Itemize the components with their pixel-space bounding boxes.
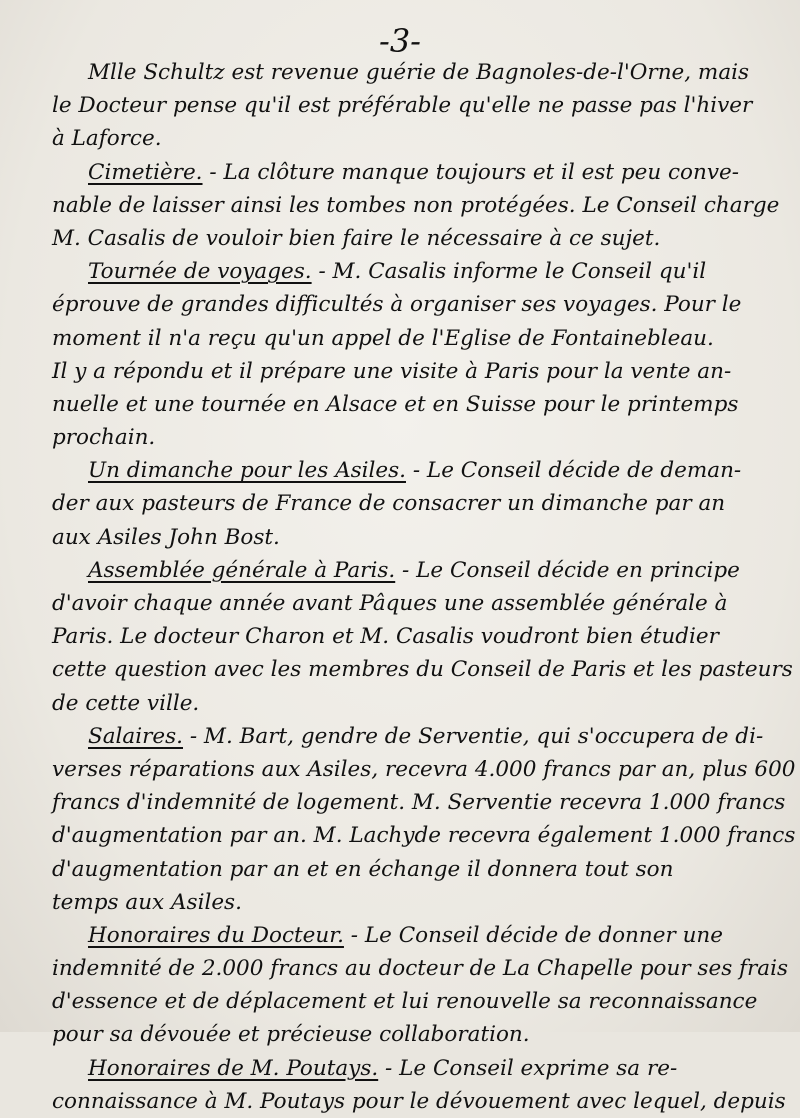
paragraph-assemblee <box>52 554 793 720</box>
text-line <box>52 919 772 952</box>
line-text: pour sa dévouée et précieuse collaboration. <box>52 1022 530 1048</box>
line-text: le Docteur pense qu'il est préférable qu'elle ne passe pas l'hiver <box>52 93 753 119</box>
text-line <box>52 454 772 487</box>
text-line <box>52 952 789 985</box>
text-line <box>52 255 772 288</box>
line-text: connaissance à M. Poutays pour le dévouement avec lequel, depuis <box>52 1088 786 1114</box>
text-line <box>52 753 796 786</box>
paragraph-cimetiere <box>52 156 780 256</box>
text-line <box>52 122 772 155</box>
line-text: d'augmentation par an et en échange il donnera tout son <box>52 856 674 882</box>
line-text: Paris. Le docteur Charon et M. Casalis voudront bien étudier <box>52 624 719 650</box>
text-line <box>52 156 772 189</box>
text-line <box>52 388 772 421</box>
line-text: - M. Casalis informe le Conseil qu'il <box>311 259 707 285</box>
section-heading: Honoraires de M. Poutays. <box>88 1055 379 1081</box>
text-line <box>52 288 772 321</box>
section-heading: Honoraires du Docteur. <box>88 922 344 948</box>
section-heading: Salaires. <box>88 723 183 749</box>
line-text: d'augmentation par an. M. Lachyde recevra également 1.000 francs <box>52 823 796 849</box>
text-line <box>52 1018 772 1051</box>
line-text: - Le Conseil décide en principe <box>395 557 740 583</box>
line-text: de cette ville. <box>52 690 200 716</box>
paragraph-dimanche <box>52 454 772 554</box>
text-line <box>52 587 772 620</box>
paragraph-honoraires-poutays <box>52 1052 786 1118</box>
text-line <box>52 620 772 653</box>
line-text: prochain. <box>52 425 156 451</box>
line-text: indemnité de 2.000 francs au docteur de La Chapelle pour ses frais <box>52 956 789 982</box>
text-line <box>52 886 772 919</box>
text-line <box>52 720 772 753</box>
paragraph-intro <box>52 56 772 156</box>
text-line <box>52 1085 786 1118</box>
text-line <box>52 653 793 686</box>
section-heading: Assemblée générale à Paris. <box>88 557 396 583</box>
line-text: verses réparations aux Asiles, recevra 4.000 francs par an, plus 600 <box>52 756 796 782</box>
text-line <box>52 189 780 222</box>
line-text: aux Asiles John Bost. <box>52 524 280 550</box>
document-body <box>52 56 796 1118</box>
line-text: - Le Conseil décide de donner une <box>343 922 724 948</box>
line-text: Mlle Schultz est revenue guérie de Bagnoles-de-l'Orne, mais <box>88 60 750 85</box>
line-text: - Le Conseil décide de deman- <box>405 458 742 484</box>
text-line <box>52 985 772 1018</box>
text-line <box>52 487 772 520</box>
text-line <box>52 421 772 454</box>
line-text: éprouve de grandes difficultés à organiser ses voyages. Pour le <box>52 292 742 318</box>
line-text: - M. Bart, gendre de Serventie, qui s'occupera de di- <box>183 723 764 749</box>
line-text: - Le Conseil exprime sa re- <box>378 1055 678 1081</box>
text-line <box>52 89 772 122</box>
line-text: nable de laisser ainsi les tombes non protégées. Le Conseil charge <box>52 192 780 218</box>
line-text: d'essence et de déplacement et lui renouvelle sa reconnaissance <box>52 989 758 1015</box>
section-heading: Un dimanche pour les Asiles. <box>88 458 406 484</box>
text-line <box>52 355 772 388</box>
text-line <box>52 819 796 852</box>
paragraph-honoraires-docteur <box>52 919 789 1052</box>
section-heading: Cimetière. <box>88 159 203 185</box>
line-text: - La clôture manque toujours et il est peu conve- <box>202 159 739 185</box>
text-line <box>52 521 772 554</box>
section-heading: Tournée de voyages. <box>88 259 312 285</box>
line-text: Il y a répondu et il prépare une visite à Paris pour la vente an- <box>52 358 732 384</box>
text-line <box>52 56 772 89</box>
line-text: à Laforce. <box>52 126 162 152</box>
text-line <box>52 687 772 720</box>
line-text: der aux pasteurs de France de consacrer un dimanche par an <box>52 491 726 517</box>
line-text: cette question avec les membres du Conseil de Paris et les pasteurs <box>52 657 793 683</box>
page-number: -3- <box>379 22 421 60</box>
paragraph-salaires <box>52 720 796 919</box>
paragraph-tournee <box>52 255 772 454</box>
line-text: M. Casalis de vouloir bien faire le nécessaire à ce sujet. <box>52 225 661 251</box>
text-line <box>52 853 772 886</box>
line-text: francs d'indemnité de logement. M. Serventie recevra 1.000 francs <box>52 790 786 816</box>
text-line <box>52 322 772 355</box>
text-line <box>52 1052 772 1085</box>
text-line <box>52 786 786 819</box>
line-text: moment il n'a reçu qu'un appel de l'Eglise de Fontainebleau. <box>52 325 714 351</box>
line-text: temps aux Asiles. <box>52 889 242 915</box>
line-text: d'avoir chaque année avant Pâques une assemblée générale à <box>52 591 728 616</box>
text-line <box>52 222 772 255</box>
text-line <box>52 554 772 587</box>
line-text: nuelle et une tournée en Alsace et en Suisse pour le printemps <box>52 391 739 417</box>
